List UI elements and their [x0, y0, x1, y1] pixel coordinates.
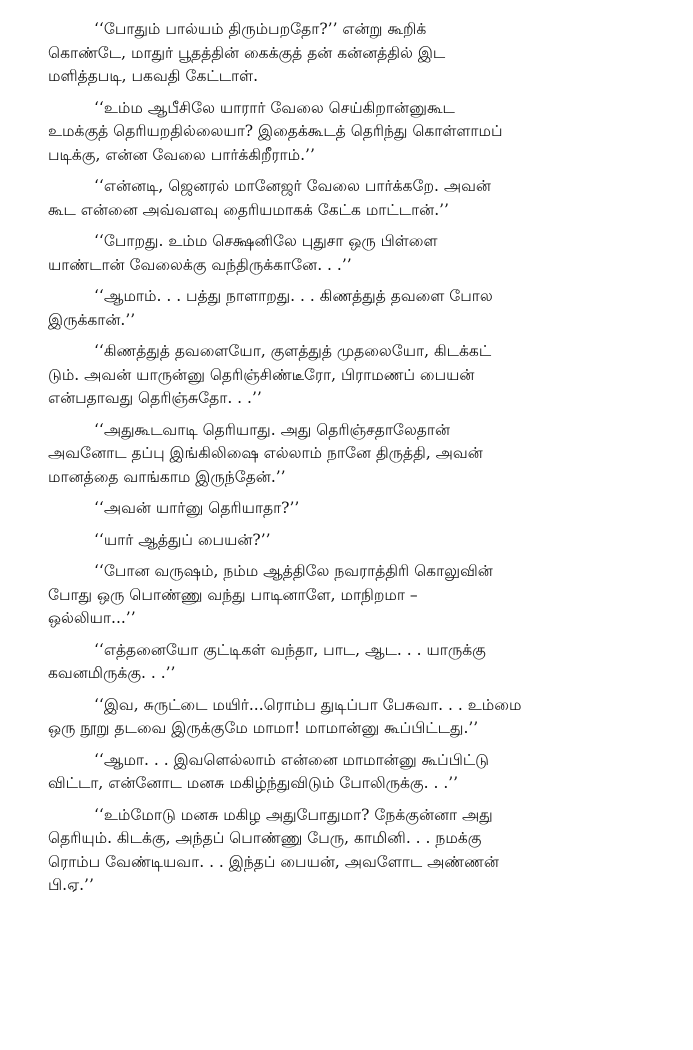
- text-line: டும். அவன் யாருன்னு தெரிஞ்சிண்டீரோ, பிராமணப் பையன்: [48, 365, 475, 384]
- text-line: யாண்டான் வேலைக்கு வந்திருக்கானே. . .’’: [48, 255, 352, 274]
- text-line: ‘‘ஆமா. . . இவளெல்லாம் என்னை மாமான்னு கூப்பிட்டு: [94, 750, 490, 769]
- text-line: பி.ஏ.’’: [48, 876, 94, 894]
- paragraph: [48, 230, 671, 277]
- text-line: உமக்குத் தெரியறதில்லையா? இதைக்கூடத் தெரிந்து கொள்ளாமப்: [48, 122, 503, 140]
- text-line: ‘‘எத்தனையோ குட்டிகள் வந்தா, பாட, ஆட. . . யாருக்கு: [94, 640, 486, 659]
- text-line: இருக்கான்.’’: [48, 310, 136, 329]
- paragraph: [48, 175, 671, 222]
- text-line: மளித்தபடி, பகவதி கேட்டாள்.: [48, 67, 259, 85]
- text-line: மானத்தை வாங்காம இருந்தேன்.’’: [48, 467, 286, 486]
- text-line: ‘‘உம்ம ஆபீசிலே யாரார் வேலை செய்கிறான்னுகூட: [94, 98, 455, 117]
- text-line: ‘‘போதும் பால்யம் திரும்பறதோ?’’ என்று கூறிக்: [94, 20, 427, 38]
- page-text-body: [48, 18, 671, 898]
- paragraph: [48, 529, 671, 553]
- text-line: கொண்டே, மாதுர் பூதத்தின் கைக்குத் தன் கன்னத்தில் இட: [48, 43, 446, 62]
- text-line: ‘‘என்னடி, ஜெனரல் மானேஜர் வேலை பார்க்கறே. அவன்: [94, 177, 491, 195]
- paragraph: [48, 18, 671, 89]
- paragraph: [48, 497, 671, 521]
- text-line: ‘‘போறது. உம்ம செக்ஷனிலே புதுசா ஒரு பிள்ளை: [94, 232, 438, 250]
- text-line: கூட என்னை அவ்வளவு தைரியமாகக் கேட்க மாட்டான்.’’: [48, 200, 449, 219]
- text-line: விட்டா, என்னோட மனசு மகிழ்ந்துவிடும் போலிருக்கு. . .’’: [48, 774, 459, 792]
- text-line: ‘‘ஆமாம். . . பத்து நாளாறது. . . கிணத்துத் தவளை போல: [94, 287, 493, 305]
- paragraph: [48, 749, 671, 796]
- text-line: ‘‘அவன் யார்னு தெரியாதா?’’: [94, 499, 300, 517]
- text-line: ஒல்லியா...’’: [48, 609, 136, 627]
- text-line: என்பதாவது தெரிஞ்சுதோ. . .’’: [48, 389, 262, 407]
- paragraph: [48, 560, 671, 631]
- text-line: ‘‘அதுகூடவாடி தெரியாது. அது தெரிஞ்சதாலேதான்: [94, 420, 451, 439]
- text-line: தெரியும். கிடக்கு, அந்தப் பொண்ணு பேரு, காமினி. . . நமக்கு: [48, 829, 482, 847]
- paragraph: [48, 419, 671, 490]
- paragraph: [48, 804, 671, 898]
- paragraph: [48, 285, 671, 332]
- text-line: ‘‘உம்மோடு மனசு மகிழ அதுபோதுமா? நேக்குன்னா அது: [94, 805, 493, 824]
- text-line: ‘‘இவ, சுருட்டை மயிர்...ரொம்ப துடிப்பா பேசுவா. . . உம்மை: [94, 695, 522, 714]
- paragraph: [48, 340, 671, 411]
- text-line: படிக்கு, என்ன வேலை பார்க்கிறீராம்.’’: [48, 145, 315, 164]
- paragraph: [48, 694, 671, 741]
- text-line: ஒரு நூறு தடவை இருக்குமே மாமா! மாமான்னு கூப்பிட்டது.’’: [48, 719, 479, 737]
- text-line: ரொம்ப வேண்டியவா. . . இந்தப் பையன், அவளோட அண்ணன்: [48, 852, 499, 871]
- paragraph: [48, 97, 671, 168]
- text-line: ‘‘யார் ஆத்துப் பையன்?’’: [94, 530, 271, 549]
- text-line: ‘‘போன வருஷம், நம்ம ஆத்திலே நவராத்திரி கொலுவின்: [94, 562, 493, 580]
- paragraph: [48, 639, 671, 686]
- text-line: ‘‘கிணத்துத் தவளையோ, குளத்துத் முதலையோ, கிடக்கட்: [94, 342, 492, 360]
- text-line: கவனமிருக்கு. . .’’: [48, 664, 176, 682]
- text-line: அவனோட தப்பு இங்கிலிஷை எல்லாம் நானே திருத்தி, அவன்: [48, 444, 483, 462]
- text-line: போது ஒரு பொண்ணு வந்து பாடினாளே, மாநிறமா –: [48, 585, 418, 604]
